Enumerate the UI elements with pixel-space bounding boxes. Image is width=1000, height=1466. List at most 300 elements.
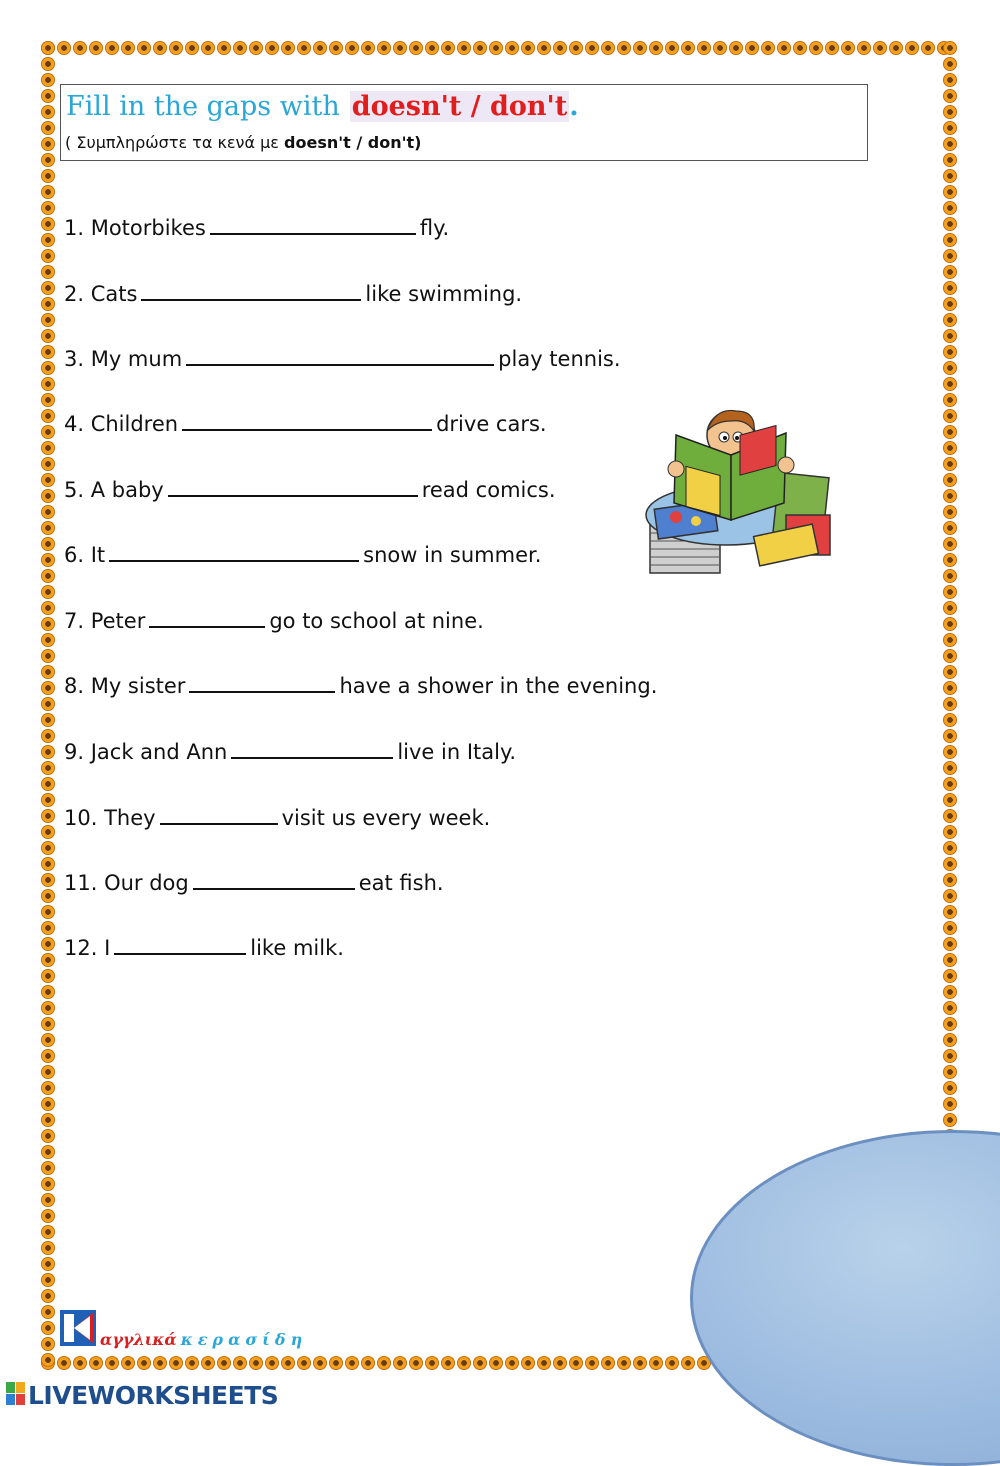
exercise-before: 11. Our dog	[64, 871, 189, 895]
flower-border-icon	[393, 41, 407, 55]
flower-border-icon	[943, 201, 957, 215]
flower-border-icon	[153, 1356, 167, 1370]
flower-border-icon	[313, 1356, 327, 1370]
flower-border-icon	[943, 297, 957, 311]
flower-border-icon	[41, 1353, 55, 1367]
flower-border-icon	[41, 921, 55, 935]
logo-word-2: κερασίδη	[180, 1330, 308, 1349]
exercise-after: go to school at nine.	[269, 609, 484, 633]
gap-blank[interactable]	[160, 805, 278, 825]
flower-border-icon	[41, 569, 55, 583]
flower-border-icon	[943, 553, 957, 567]
liveworksheets-logo-icon	[6, 1382, 26, 1406]
flower-border-icon	[41, 729, 55, 743]
flower-border-icon	[943, 729, 957, 743]
flower-border-icon	[89, 41, 103, 55]
flower-border-icon	[943, 233, 957, 247]
gap-blank[interactable]	[109, 542, 359, 562]
flower-border-icon	[265, 41, 279, 55]
flower-border-icon	[425, 41, 439, 55]
flower-border-icon	[681, 41, 695, 55]
flower-border-icon	[41, 1193, 55, 1207]
exercise-before: 3. My mum	[64, 347, 183, 371]
exercise-before: 5. A baby	[64, 478, 164, 502]
flower-border-icon	[41, 1337, 55, 1351]
exercise-item	[64, 346, 621, 371]
flower-border-icon	[41, 937, 55, 951]
flower-border-icon	[41, 281, 55, 295]
exercise-item	[64, 870, 444, 895]
subtitle-bold: doesn't / don't)	[284, 133, 422, 152]
flower-border-icon	[943, 841, 957, 855]
flower-border-icon	[943, 633, 957, 647]
exercise-item	[64, 542, 541, 567]
flower-border-icon	[169, 41, 183, 55]
flower-border-icon	[41, 521, 55, 535]
logo-word-1: αγγλικά	[100, 1330, 177, 1349]
flower-border-icon	[297, 1356, 311, 1370]
flower-border-icon	[41, 313, 55, 327]
flower-border-icon	[41, 1065, 55, 1079]
flower-border-icon	[217, 1356, 231, 1370]
subtitle-prefix: ( Συμπληρώστε τα κενά με	[65, 133, 279, 152]
flower-border-icon	[943, 105, 957, 119]
flower-border-icon	[409, 1356, 423, 1370]
exercise-item	[64, 411, 547, 436]
flower-border-icon	[777, 41, 791, 55]
flower-border-icon	[943, 73, 957, 87]
flower-border-icon	[553, 41, 567, 55]
flower-border-icon	[943, 809, 957, 823]
flower-border-icon	[41, 585, 55, 599]
flower-border-icon	[441, 1356, 455, 1370]
flower-border-icon	[943, 249, 957, 263]
title-highlight: doesn't / don't	[351, 91, 568, 122]
flower-border-icon	[345, 1356, 359, 1370]
flower-border-icon	[57, 41, 71, 55]
flower-border-icon	[41, 1113, 55, 1127]
decorative-blue-oval	[690, 1130, 1000, 1466]
flower-border-icon	[943, 393, 957, 407]
flower-border-icon	[41, 889, 55, 903]
flower-border-icon	[329, 41, 343, 55]
exercise-item	[64, 739, 516, 764]
flower-border-icon	[153, 41, 167, 55]
flower-border-left	[40, 40, 56, 1370]
flower-border-icon	[943, 121, 957, 135]
flower-border-icon	[943, 649, 957, 663]
flower-border-icon	[41, 89, 55, 103]
gap-blank[interactable]	[182, 411, 432, 431]
flower-border-icon	[921, 41, 935, 55]
flower-border-icon	[943, 905, 957, 919]
boy-reading-comics-illustration	[636, 405, 836, 585]
flower-border-icon	[793, 41, 807, 55]
flower-border-icon	[943, 953, 957, 967]
flower-border-icon	[943, 265, 957, 279]
flower-border-icon	[809, 41, 823, 55]
flower-border-icon	[553, 1356, 567, 1370]
flower-border-icon	[41, 681, 55, 695]
flower-border-icon	[201, 1356, 215, 1370]
flower-border-icon	[169, 1356, 183, 1370]
flower-border-icon	[505, 41, 519, 55]
flower-border-icon	[41, 1017, 55, 1031]
exercise-before: 4. Children	[64, 412, 179, 436]
flower-border-icon	[41, 601, 55, 615]
flower-border-icon	[41, 1289, 55, 1303]
flower-border-icon	[41, 1001, 55, 1015]
flower-border-icon	[943, 505, 957, 519]
flower-border-icon	[41, 761, 55, 775]
flower-border-icon	[943, 313, 957, 327]
flower-border-icon	[41, 153, 55, 167]
flower-border-icon	[121, 41, 135, 55]
flower-border-icon	[105, 1356, 119, 1370]
flower-border-icon	[41, 697, 55, 711]
flower-border-icon	[943, 873, 957, 887]
flower-border-icon	[943, 681, 957, 695]
exercise-after: like swimming.	[365, 282, 523, 306]
flower-border-icon	[121, 1356, 135, 1370]
flower-border-icon	[41, 233, 55, 247]
flower-border-icon	[943, 585, 957, 599]
flower-border-icon	[377, 41, 391, 55]
flower-border-icon	[943, 921, 957, 935]
flower-border-icon	[41, 1081, 55, 1095]
flower-border-icon	[569, 1356, 583, 1370]
flower-border-icon	[943, 825, 957, 839]
flower-border-icon	[585, 1356, 599, 1370]
flower-border-icon	[41, 1273, 55, 1287]
flower-border-icon	[943, 41, 957, 55]
flower-border-icon	[185, 41, 199, 55]
flower-border-icon	[297, 41, 311, 55]
page-title	[66, 91, 579, 122]
flower-border-icon	[41, 297, 55, 311]
flower-border-icon	[889, 41, 903, 55]
flower-border-icon	[943, 473, 957, 487]
flower-border-icon	[41, 425, 55, 439]
flower-border-icon	[393, 1356, 407, 1370]
flower-border-icon	[943, 937, 957, 951]
flower-border-icon	[943, 137, 957, 151]
gap-blank[interactable]	[149, 608, 265, 628]
exercise-after: snow in summer.	[363, 543, 542, 567]
flower-border-icon	[943, 425, 957, 439]
flower-border-icon	[943, 857, 957, 871]
gap-blank[interactable]	[189, 673, 335, 693]
flower-border-icon	[457, 41, 471, 55]
publisher-logo-icon	[60, 1310, 96, 1346]
flower-border-icon	[249, 1356, 263, 1370]
flower-border-icon	[41, 473, 55, 487]
flower-border-icon	[473, 1356, 487, 1370]
flower-border-icon	[329, 1356, 343, 1370]
flower-border-icon	[825, 41, 839, 55]
flower-border-icon	[943, 281, 957, 295]
flower-border-icon	[41, 1097, 55, 1111]
flower-border-icon	[943, 217, 957, 231]
title-dot: .	[569, 91, 579, 122]
flower-border-icon	[41, 665, 55, 679]
flower-border-icon	[41, 265, 55, 279]
flower-border-icon	[943, 1065, 957, 1079]
flower-border-icon	[41, 73, 55, 87]
flower-border-icon	[569, 41, 583, 55]
flower-border-icon	[537, 1356, 551, 1370]
flower-border-icon	[41, 345, 55, 359]
flower-border-icon	[41, 505, 55, 519]
exercise-after: have a shower in the evening.	[339, 674, 658, 698]
exercise-after: eat fish.	[358, 871, 444, 895]
flower-border-icon	[41, 537, 55, 551]
flower-border-icon	[361, 1356, 375, 1370]
flower-border-icon	[425, 1356, 439, 1370]
flower-border-icon	[943, 1097, 957, 1111]
flower-border-icon	[489, 1356, 503, 1370]
flower-border-icon	[857, 41, 871, 55]
flower-border-icon	[41, 105, 55, 119]
exercise-after: play tennis.	[498, 347, 621, 371]
flower-border-icon	[137, 41, 151, 55]
liveworksheets-brand[interactable]: LIVEWORKSHEETS	[28, 1381, 279, 1410]
flower-border-icon	[841, 41, 855, 55]
flower-border-icon	[41, 409, 55, 423]
exercise-before: 8. My sister	[64, 674, 186, 698]
flower-border-icon	[943, 761, 957, 775]
flower-border-icon	[457, 1356, 471, 1370]
flower-border-icon	[943, 521, 957, 535]
flower-border-icon	[617, 1356, 631, 1370]
flower-border-icon	[761, 41, 775, 55]
flower-border-icon	[41, 841, 55, 855]
gap-blank[interactable]	[168, 477, 418, 497]
flower-border-icon	[41, 201, 55, 215]
flower-border-icon	[943, 1017, 957, 1031]
flower-border-icon	[943, 185, 957, 199]
flower-border-icon	[105, 41, 119, 55]
flower-border-icon	[41, 793, 55, 807]
exercise-item	[64, 673, 657, 698]
flower-border-icon	[441, 41, 455, 55]
flower-border-icon	[41, 905, 55, 919]
flower-border-icon	[41, 777, 55, 791]
flower-border-icon	[505, 1356, 519, 1370]
flower-border-icon	[41, 1321, 55, 1335]
gap-blank[interactable]	[186, 346, 494, 366]
flower-border-icon	[943, 57, 957, 71]
flower-border-icon	[943, 1113, 957, 1127]
flower-border-icon	[943, 793, 957, 807]
flower-border-icon	[617, 41, 631, 55]
flower-border-icon	[41, 745, 55, 759]
exercise-item	[64, 805, 490, 830]
flower-border-icon	[41, 617, 55, 631]
flower-border-icon	[521, 1356, 535, 1370]
flower-border-icon	[601, 1356, 615, 1370]
flower-border-icon	[41, 1225, 55, 1239]
flower-border-icon	[943, 665, 957, 679]
flower-border-icon	[41, 825, 55, 839]
flower-border-icon	[233, 41, 247, 55]
flower-border-icon	[943, 745, 957, 759]
flower-border-icon	[281, 41, 295, 55]
flower-border-icon	[41, 1241, 55, 1255]
flower-border-icon	[41, 985, 55, 999]
flower-border-icon	[489, 41, 503, 55]
flower-border-icon	[41, 377, 55, 391]
flower-border-icon	[943, 169, 957, 183]
flower-border-icon	[41, 1033, 55, 1047]
exercise-item	[64, 281, 522, 306]
flower-border-icon	[537, 41, 551, 55]
flower-border-icon	[41, 41, 55, 55]
flower-border-icon	[943, 89, 957, 103]
flower-border-icon	[943, 889, 957, 903]
flower-border-icon	[41, 969, 55, 983]
flower-border-icon	[41, 1305, 55, 1319]
flower-border-icon	[41, 713, 55, 727]
flower-border-top	[40, 40, 958, 56]
flower-border-icon	[601, 41, 615, 55]
flower-border-icon	[943, 969, 957, 983]
flower-border-icon	[649, 41, 663, 55]
flower-border-icon	[41, 1049, 55, 1063]
flower-border-icon	[41, 1177, 55, 1191]
exercise-before: 10. They	[64, 806, 156, 830]
flower-border-icon	[681, 1356, 695, 1370]
gap-blank[interactable]	[141, 281, 361, 301]
flower-border-icon	[41, 57, 55, 71]
flower-border-icon	[41, 553, 55, 567]
flower-border-icon	[943, 713, 957, 727]
exercise-after: live in Italy.	[397, 740, 517, 764]
flower-border-icon	[41, 1209, 55, 1223]
exercise-item	[64, 477, 556, 502]
flower-border-icon	[943, 1001, 957, 1015]
gap-blank[interactable]	[231, 739, 393, 759]
flower-border-icon	[377, 1356, 391, 1370]
flower-border-icon	[473, 41, 487, 55]
exercise-item	[64, 215, 449, 240]
flower-border-icon	[649, 1356, 663, 1370]
instruction-box	[60, 84, 868, 161]
flower-border-icon	[41, 1161, 55, 1175]
subtitle	[65, 133, 421, 152]
flower-border-icon	[633, 41, 647, 55]
exercise-after: drive cars.	[436, 412, 547, 436]
flower-border-icon	[249, 41, 263, 55]
exercise-item	[64, 935, 344, 960]
flower-border-icon	[41, 457, 55, 471]
flower-border-icon	[41, 633, 55, 647]
flower-border-icon	[873, 41, 887, 55]
flower-border-icon	[41, 953, 55, 967]
flower-border-icon	[265, 1356, 279, 1370]
flower-border-icon	[943, 985, 957, 999]
flower-border-icon	[41, 137, 55, 151]
flower-border-icon	[665, 41, 679, 55]
flower-border-icon	[521, 41, 535, 55]
flower-border-icon	[943, 569, 957, 583]
flower-border-icon	[665, 1356, 679, 1370]
flower-border-icon	[201, 41, 215, 55]
flower-border-icon	[943, 441, 957, 455]
flower-border-icon	[41, 489, 55, 503]
flower-border-icon	[41, 393, 55, 407]
flower-border-icon	[697, 41, 711, 55]
exercise-before: 2. Cats	[64, 282, 138, 306]
exercise-after: visit us every week.	[281, 806, 491, 830]
flower-border-icon	[41, 809, 55, 823]
exercise-before: 12. I	[64, 936, 111, 960]
flower-border-icon	[713, 41, 727, 55]
flower-border-icon	[41, 121, 55, 135]
gap-blank[interactable]	[210, 215, 416, 235]
flower-border-icon	[41, 329, 55, 343]
flower-border-icon	[281, 1356, 295, 1370]
flower-border-icon	[745, 41, 759, 55]
gap-blank[interactable]	[114, 935, 246, 955]
flower-border-icon	[41, 441, 55, 455]
exercise-after: read comics.	[421, 478, 556, 502]
exercise-item	[64, 608, 484, 633]
flower-border-icon	[73, 1356, 87, 1370]
flower-border-icon	[729, 41, 743, 55]
flower-border-icon	[943, 377, 957, 391]
flower-border-icon	[943, 617, 957, 631]
flower-border-icon	[943, 601, 957, 615]
flower-border-icon	[633, 1356, 647, 1370]
flower-border-icon	[943, 409, 957, 423]
flower-border-icon	[41, 185, 55, 199]
flower-border-icon	[41, 249, 55, 263]
flower-border-icon	[943, 489, 957, 503]
flower-border-icon	[943, 697, 957, 711]
flower-border-icon	[217, 41, 231, 55]
exercise-before: 7. Peter	[64, 609, 146, 633]
flower-border-icon	[185, 1356, 199, 1370]
exercise-before: 1. Motorbikes	[64, 216, 206, 240]
flower-border-icon	[943, 1081, 957, 1095]
publisher-logo-text	[100, 1330, 307, 1349]
flower-border-icon	[943, 457, 957, 471]
flower-border-icon	[409, 41, 423, 55]
flower-border-icon	[905, 41, 919, 55]
flower-border-icon	[345, 41, 359, 55]
flower-border-icon	[41, 873, 55, 887]
flower-border-icon	[57, 1356, 71, 1370]
flower-border-icon	[943, 345, 957, 359]
flower-border-icon	[41, 361, 55, 375]
exercise-after: like milk.	[250, 936, 344, 960]
flower-border-icon	[233, 1356, 247, 1370]
flower-border-icon	[943, 1049, 957, 1063]
flower-border-icon	[41, 857, 55, 871]
exercise-before: 6. It	[64, 543, 106, 567]
flower-border-icon	[943, 329, 957, 343]
exercise-before: 9. Jack and Ann	[64, 740, 228, 764]
exercise-after: fly.	[419, 216, 450, 240]
flower-border-icon	[41, 1257, 55, 1271]
flower-border-icon	[943, 1033, 957, 1047]
flower-border-icon	[41, 217, 55, 231]
flower-border-icon	[943, 153, 957, 167]
gap-blank[interactable]	[193, 870, 355, 890]
flower-border-icon	[89, 1356, 103, 1370]
flower-border-icon	[73, 41, 87, 55]
